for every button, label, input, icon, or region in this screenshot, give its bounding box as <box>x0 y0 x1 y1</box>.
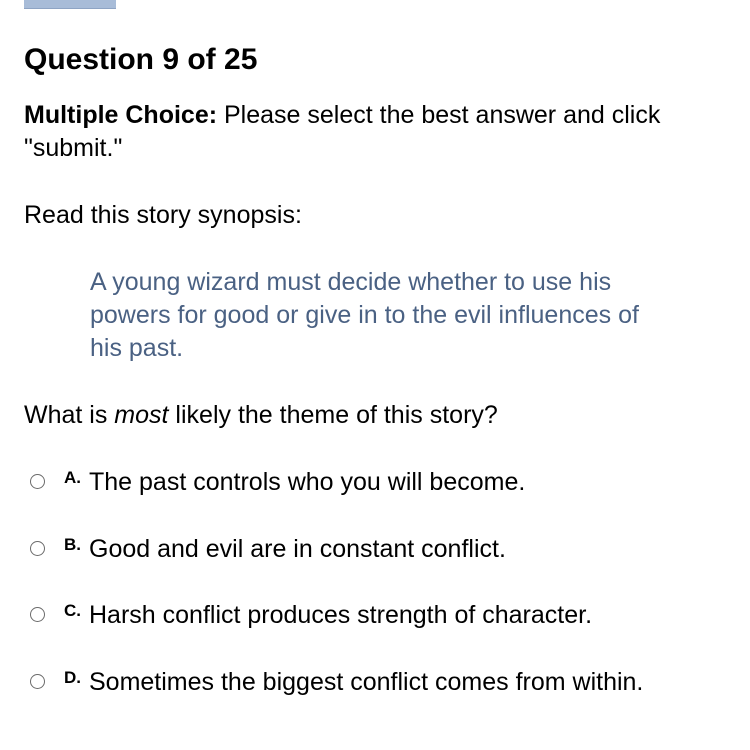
radio-button-icon[interactable] <box>30 607 45 622</box>
question-before: What is <box>24 401 115 429</box>
choice-letter: D. <box>64 667 81 687</box>
top-tab[interactable] <box>24 0 116 9</box>
choice-letter: B. <box>64 534 81 554</box>
radio-button-icon[interactable] <box>30 674 45 689</box>
question-text <box>24 399 498 432</box>
choice-letter: A. <box>64 468 81 487</box>
choice-text[interactable]: The past controls who you will become. <box>89 468 526 496</box>
choice-text[interactable]: Sometimes the biggest conflict comes from within. <box>89 667 644 696</box>
radio-button-icon[interactable] <box>30 474 45 489</box>
choice-c[interactable] <box>30 597 643 664</box>
choice-b[interactable] <box>30 531 643 598</box>
instructions-label: Multiple Choice: <box>24 101 218 129</box>
choice-d[interactable] <box>30 664 643 731</box>
story-synopsis: A young wizard must decide whether to use his powers for good or give in to the evil influences of his past. <box>90 268 639 362</box>
answer-choices <box>30 464 643 730</box>
choice-letter: C. <box>64 601 81 620</box>
question-emphasis: most <box>114 401 169 429</box>
instructions <box>24 99 724 165</box>
instructions-text: Please select the best answer and click "submit." <box>24 101 661 162</box>
radio-button-icon[interactable] <box>30 541 45 556</box>
choice-text[interactable]: Good and evil are in constant conflict. <box>89 534 506 563</box>
question-title: Question 9 of 25 <box>24 43 258 76</box>
choice-text[interactable]: Harsh conflict produces strength of character. <box>89 601 593 629</box>
question-after: likely the theme of this story? <box>168 401 498 429</box>
choice-a[interactable] <box>30 464 643 531</box>
prompt-text: Read this story synopsis: <box>24 201 302 229</box>
